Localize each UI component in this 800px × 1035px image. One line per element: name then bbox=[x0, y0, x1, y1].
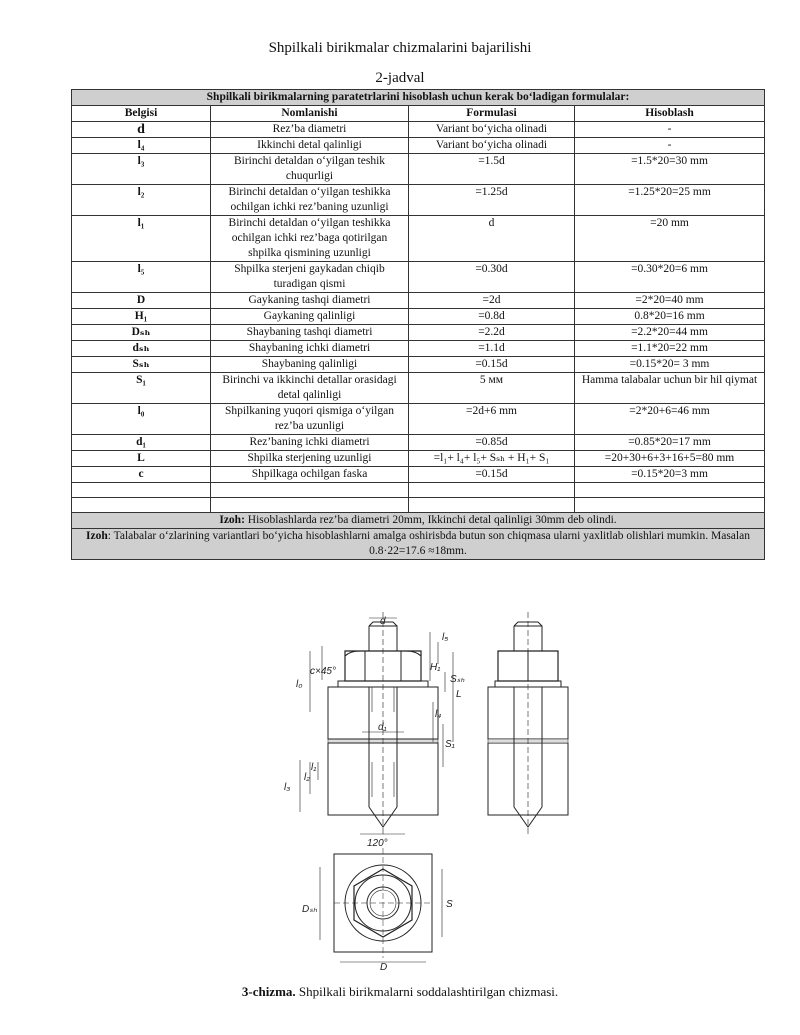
cell-symbol: dₛₕ bbox=[72, 341, 211, 357]
cell-symbol: d₁ bbox=[72, 435, 211, 451]
cell-name: Shaybaning ichki diametri bbox=[211, 341, 409, 357]
page-title: Shpilkali birikmalar chizmalarini bajarilishi bbox=[268, 40, 532, 56]
table-row bbox=[72, 138, 765, 154]
cell-symbol: d bbox=[72, 122, 211, 138]
cell-name: Shaybaning qalinligi bbox=[211, 357, 409, 373]
cell-formula: =0.15d bbox=[409, 467, 575, 483]
cell-calc: 0.8*20=16 mm bbox=[575, 309, 765, 325]
cell-symbol: L bbox=[72, 451, 211, 467]
table-header-row bbox=[72, 106, 765, 122]
table-row bbox=[72, 341, 765, 357]
cell-symbol: l₅ bbox=[72, 262, 211, 293]
empty-row bbox=[72, 483, 765, 498]
cell-formula: =0.15d bbox=[409, 357, 575, 373]
col-header-name: Nomlanishi bbox=[211, 106, 409, 122]
cell-name: Shaybaning tashqi diametri bbox=[211, 325, 409, 341]
cell-symbol: l₁ bbox=[72, 216, 211, 262]
col-header-calc: Hisoblash bbox=[575, 106, 765, 122]
table-row bbox=[72, 404, 765, 435]
table-row bbox=[72, 293, 765, 309]
cell-symbol: Dₛₕ bbox=[72, 325, 211, 341]
cell-symbol: Sₛₕ bbox=[72, 357, 211, 373]
cell-calc: - bbox=[575, 122, 765, 138]
cell-calc: =20+30+6+3+16+5=80 mm bbox=[575, 451, 765, 467]
drawing-label-l1: l₁ bbox=[311, 762, 317, 773]
cell-calc: =0.15*20=3 mm bbox=[575, 467, 765, 483]
empty-row bbox=[72, 498, 765, 513]
table-row bbox=[72, 325, 765, 341]
col-header-symbol: Belgisi bbox=[72, 106, 211, 122]
cell-formula: Variant bo‘yicha olinadi bbox=[409, 138, 575, 154]
note-text: Hisoblashlarda rez’ba diametri 20mm, Ikkinchi detal qalinligi 30mm deb olindi. bbox=[244, 514, 617, 526]
table-row bbox=[72, 309, 765, 325]
cell-formula: =2.2d bbox=[409, 325, 575, 341]
cell-symbol: c bbox=[72, 467, 211, 483]
table-row bbox=[72, 122, 765, 138]
drawing-label-S1: S₁ bbox=[445, 739, 455, 750]
cell-name: Birinchi detaldan o‘yilgan teshik chuqurligi bbox=[211, 154, 409, 185]
cell-name: Birinchi va ikkinchi detallar orasidagi detal qalinligi bbox=[211, 373, 409, 404]
cell-calc: Hamma talabalar uchun bir hil qiymat bbox=[575, 373, 765, 404]
cell-name: Birinchi detaldan o‘yilgan teshikka ochilgan ichki rez’baning uzunligi bbox=[211, 185, 409, 216]
table-row bbox=[72, 154, 765, 185]
drawing-label-l0: l₀ bbox=[296, 679, 303, 690]
table-caption: Shpilkali birikmalarning paratetrlarini hisoblash uchun kerak bo‘ladigan formulalar: bbox=[72, 90, 765, 106]
cell-calc: =1.5*20=30 mm bbox=[575, 154, 765, 185]
cell-calc: - bbox=[575, 138, 765, 154]
caption-text: Shpilkali birikmalarni soddalashtirilgan chizmasi. bbox=[295, 984, 559, 999]
cell-name: Birinchi detaldan o‘yilgan teshikka ochilgan ichki rez’baga qotirilgan shpilka qismining uzunligi bbox=[211, 216, 409, 262]
table-row bbox=[72, 216, 765, 262]
cell-formula: d bbox=[409, 216, 575, 262]
drawing-label-c45: c×45° bbox=[310, 666, 336, 677]
note-label: Izoh: bbox=[219, 514, 245, 526]
note-row-2 bbox=[72, 529, 765, 560]
cell-symbol: l₀ bbox=[72, 404, 211, 435]
table-row bbox=[72, 451, 765, 467]
cell-name: Rez’ba diametri bbox=[211, 122, 409, 138]
cell-symbol: D bbox=[72, 293, 211, 309]
cell-name: Ikkinchi detal qalinligi bbox=[211, 138, 409, 154]
cell-calc: =0.85*20=17 mm bbox=[575, 435, 765, 451]
cell-symbol: H₁ bbox=[72, 309, 211, 325]
drawing-label-l3: l₃ bbox=[284, 782, 291, 793]
cell-name: Gaykaning qalinligi bbox=[211, 309, 409, 325]
cell-symbol: l₂ bbox=[72, 185, 211, 216]
cell-calc: =0.30*20=6 mm bbox=[575, 262, 765, 293]
cell-formula: =0.30d bbox=[409, 262, 575, 293]
drawing-label-Ssh: Sₛₕ bbox=[450, 674, 465, 685]
table-row bbox=[72, 185, 765, 216]
drawing-label-Dsh: Dₛₕ bbox=[302, 904, 317, 915]
drawing-label-l5: l₅ bbox=[442, 632, 449, 643]
cell-formula: =1.25d bbox=[409, 185, 575, 216]
cell-formula: =0.85d bbox=[409, 435, 575, 451]
cell-symbol: l₃ bbox=[72, 154, 211, 185]
cell-formula: 5 мм bbox=[409, 373, 575, 404]
note-row-1 bbox=[72, 513, 765, 529]
cell-formula: Variant bo‘yicha olinadi bbox=[409, 122, 575, 138]
drawing-label-d: d bbox=[380, 616, 386, 627]
cell-formula: =0.8d bbox=[409, 309, 575, 325]
drawing-label-H1: H₁ bbox=[430, 662, 441, 673]
table-row bbox=[72, 357, 765, 373]
figure-caption bbox=[0, 984, 800, 1000]
cell-symbol: S₁ bbox=[72, 373, 211, 404]
cell-calc: =0.15*20= 3 mm bbox=[575, 357, 765, 373]
drawing-label-D: D bbox=[380, 962, 388, 972]
cell-formula: =1.5d bbox=[409, 154, 575, 185]
note-label: Izoh bbox=[86, 530, 108, 542]
cell-symbol: l₄ bbox=[72, 138, 211, 154]
table-row bbox=[72, 435, 765, 451]
cell-name: Shpilka sterjeni gaykadan chiqib turadigan qismi bbox=[211, 262, 409, 293]
formulas-table bbox=[71, 89, 765, 560]
cell-formula: =2d+6 mm bbox=[409, 404, 575, 435]
cell-name: Shpilkaning yuqori qismiga o‘yilgan rez’ba uzunligi bbox=[211, 404, 409, 435]
col-header-formula: Formulasi bbox=[409, 106, 575, 122]
drawing-label-S: S bbox=[446, 899, 453, 910]
cell-name: Shpilka sterjening uzunligi bbox=[211, 451, 409, 467]
cell-calc: =1.25*20=25 mm bbox=[575, 185, 765, 216]
cell-name: Rez’baning ichki diametri bbox=[211, 435, 409, 451]
cell-calc: =2*20+6=46 mm bbox=[575, 404, 765, 435]
table-row bbox=[72, 467, 765, 483]
table-row bbox=[72, 373, 765, 404]
cell-calc: =1.1*20=22 mm bbox=[575, 341, 765, 357]
drawing-label-l4: l₄ bbox=[435, 709, 442, 720]
cell-name: Gaykaning tashqi diametri bbox=[211, 293, 409, 309]
drawing-label-angle: 120° bbox=[367, 838, 388, 849]
drawing-label-l2: l₂ bbox=[304, 772, 311, 783]
table-label: 2-jadval bbox=[375, 70, 425, 86]
cell-formula: =2d bbox=[409, 293, 575, 309]
cell-name: Shpilkaga ochilgan faska bbox=[211, 467, 409, 483]
cell-calc: =2*20=40 mm bbox=[575, 293, 765, 309]
stud-connection-drawing bbox=[270, 612, 580, 972]
cell-calc: =2.2*20=44 mm bbox=[575, 325, 765, 341]
drawing-label-d1: d₁ bbox=[378, 722, 387, 733]
cell-formula: =1.1d bbox=[409, 341, 575, 357]
cell-formula: =l₁+ l₄+ l₅+ Sₛₕ + H₁+ S₁ bbox=[409, 451, 575, 467]
cell-calc: =20 mm bbox=[575, 216, 765, 262]
table-row bbox=[72, 262, 765, 293]
note-text: : Talabalar o‘zlarining variantlari bo‘yicha hisoblashlarni amalga oshirisbda butun son chiqmasa ularni yaxlitlab olishlari mumkin. Masalan 0.8·22=17.6 ≈18mm. bbox=[107, 530, 750, 557]
drawing-label-L: L bbox=[456, 689, 462, 700]
caption-label: 3-chizma. bbox=[241, 984, 296, 999]
